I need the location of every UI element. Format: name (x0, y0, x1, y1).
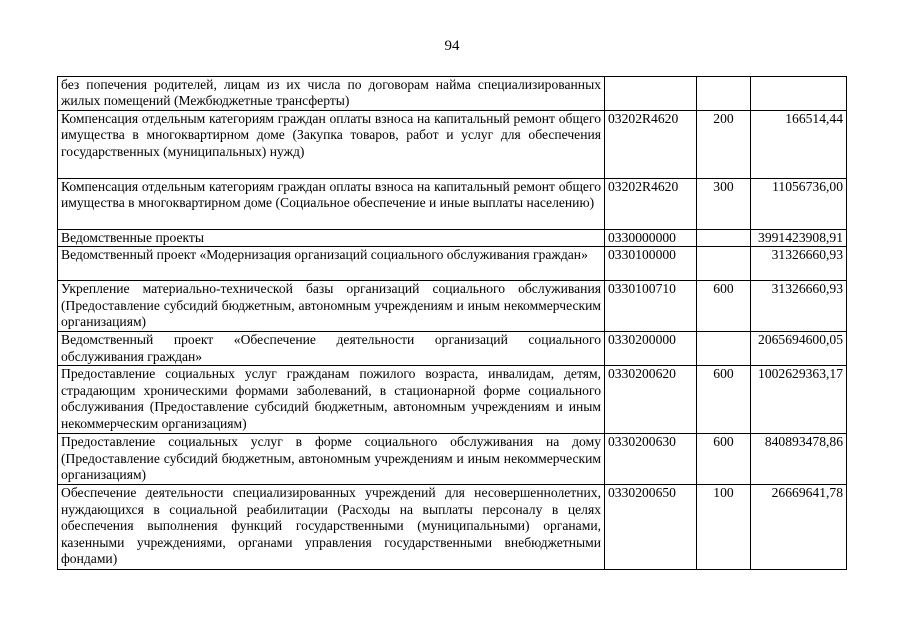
row-name-cell: Предоставление социальных услуг в форме социального обслуживания на дому (Предоставление субсидий бюджетным, автономным учреждениям и иным некоммерческим организациям) (58, 434, 605, 485)
amount-cell: 840893478,86 (751, 434, 847, 485)
row-name-cell: Ведомственный проект «Обеспечение деятельности организаций социального обслуживания граждан» (58, 332, 605, 366)
expense-type-cell (697, 230, 751, 247)
amount-cell: 1002629363,17 (751, 366, 847, 434)
amount-cell: 3991423908,91 (751, 230, 847, 247)
amount-cell: 26669641,78 (751, 485, 847, 570)
budget-table (57, 76, 847, 570)
row-name-cell: Обеспечение деятельности специализированных учреждений для несовершеннолетних, нуждающихся в социальной реабилитации (Расходы на выплаты персоналу в целях обеспечения выполнения функций государственными (муниципальными) органами, казенными учреждениями, органами управления государственными внебюджетными фондами) (58, 485, 605, 570)
row-name-cell: Предоставление социальных услуг гражданам пожилого возраста, инвалидам, детям, страдающим хроническими формами заболеваний, в стационарной форме социального обслуживания (Предоставление субсидий бюджетным, автономным учреждениям и иным некоммерческим организациям) (58, 366, 605, 434)
target-article-code-cell: 03202R4620 (605, 111, 697, 179)
target-article-code-cell: 0330100000 (605, 247, 697, 281)
target-article-code-cell (605, 77, 697, 111)
table-row (58, 179, 847, 230)
table-row (58, 77, 847, 111)
table-row (58, 230, 847, 247)
target-article-code-cell: 0330000000 (605, 230, 697, 247)
table-row (58, 111, 847, 179)
expense-type-cell: 600 (697, 366, 751, 434)
expense-type-cell (697, 247, 751, 281)
target-article-code-cell: 0330100710 (605, 281, 697, 332)
table-row (58, 281, 847, 332)
row-name-cell: Компенсация отдельным категориям граждан оплаты взноса на капитальный ремонт общего имущества в многоквартирном доме (Социальное обеспечение и иные выплаты населению) (58, 179, 605, 230)
row-name-cell: без попечения родителей, лицам из их числа по договорам найма специализированных жилых помещений (Межбюджетные трансферты) (58, 77, 605, 111)
amount-cell: 166514,44 (751, 111, 847, 179)
amount-cell: 31326660,93 (751, 247, 847, 281)
expense-type-cell (697, 77, 751, 111)
table-row (58, 366, 847, 434)
expense-type-cell (697, 332, 751, 366)
target-article-code-cell: 0330200620 (605, 366, 697, 434)
expense-type-cell: 100 (697, 485, 751, 570)
target-article-code-cell: 0330200650 (605, 485, 697, 570)
target-article-code-cell: 0330200630 (605, 434, 697, 485)
row-name-cell: Укрепление материально-технической базы организаций социального обслуживания (Предоставление субсидий бюджетным, автономным учреждениям и иным некоммерческим организациям) (58, 281, 605, 332)
amount-cell: 2065694600,05 (751, 332, 847, 366)
target-article-code-cell: 03202R4620 (605, 179, 697, 230)
table-row (58, 247, 847, 281)
expense-type-cell: 600 (697, 434, 751, 485)
expense-type-cell: 600 (697, 281, 751, 332)
page-number: 94 (444, 38, 460, 54)
expense-type-cell: 300 (697, 179, 751, 230)
amount-cell: 11056736,00 (751, 179, 847, 230)
table-row (58, 332, 847, 366)
row-name-cell: Ведомственный проект «Модернизация организаций социального обслуживания граждан» (58, 247, 605, 281)
row-name-cell: Компенсация отдельным категориям граждан оплаты взноса на капитальный ремонт общего имущества в многоквартирном доме (Закупка товаров, работ и услуг для обеспечения государственных (муниципальных) нужд) (58, 111, 605, 179)
amount-cell: 31326660,93 (751, 281, 847, 332)
row-name-cell: Ведомственные проекты (58, 230, 605, 247)
expense-type-cell: 200 (697, 111, 751, 179)
table-row (58, 434, 847, 485)
table-row (58, 485, 847, 570)
amount-cell (751, 77, 847, 111)
target-article-code-cell: 0330200000 (605, 332, 697, 366)
